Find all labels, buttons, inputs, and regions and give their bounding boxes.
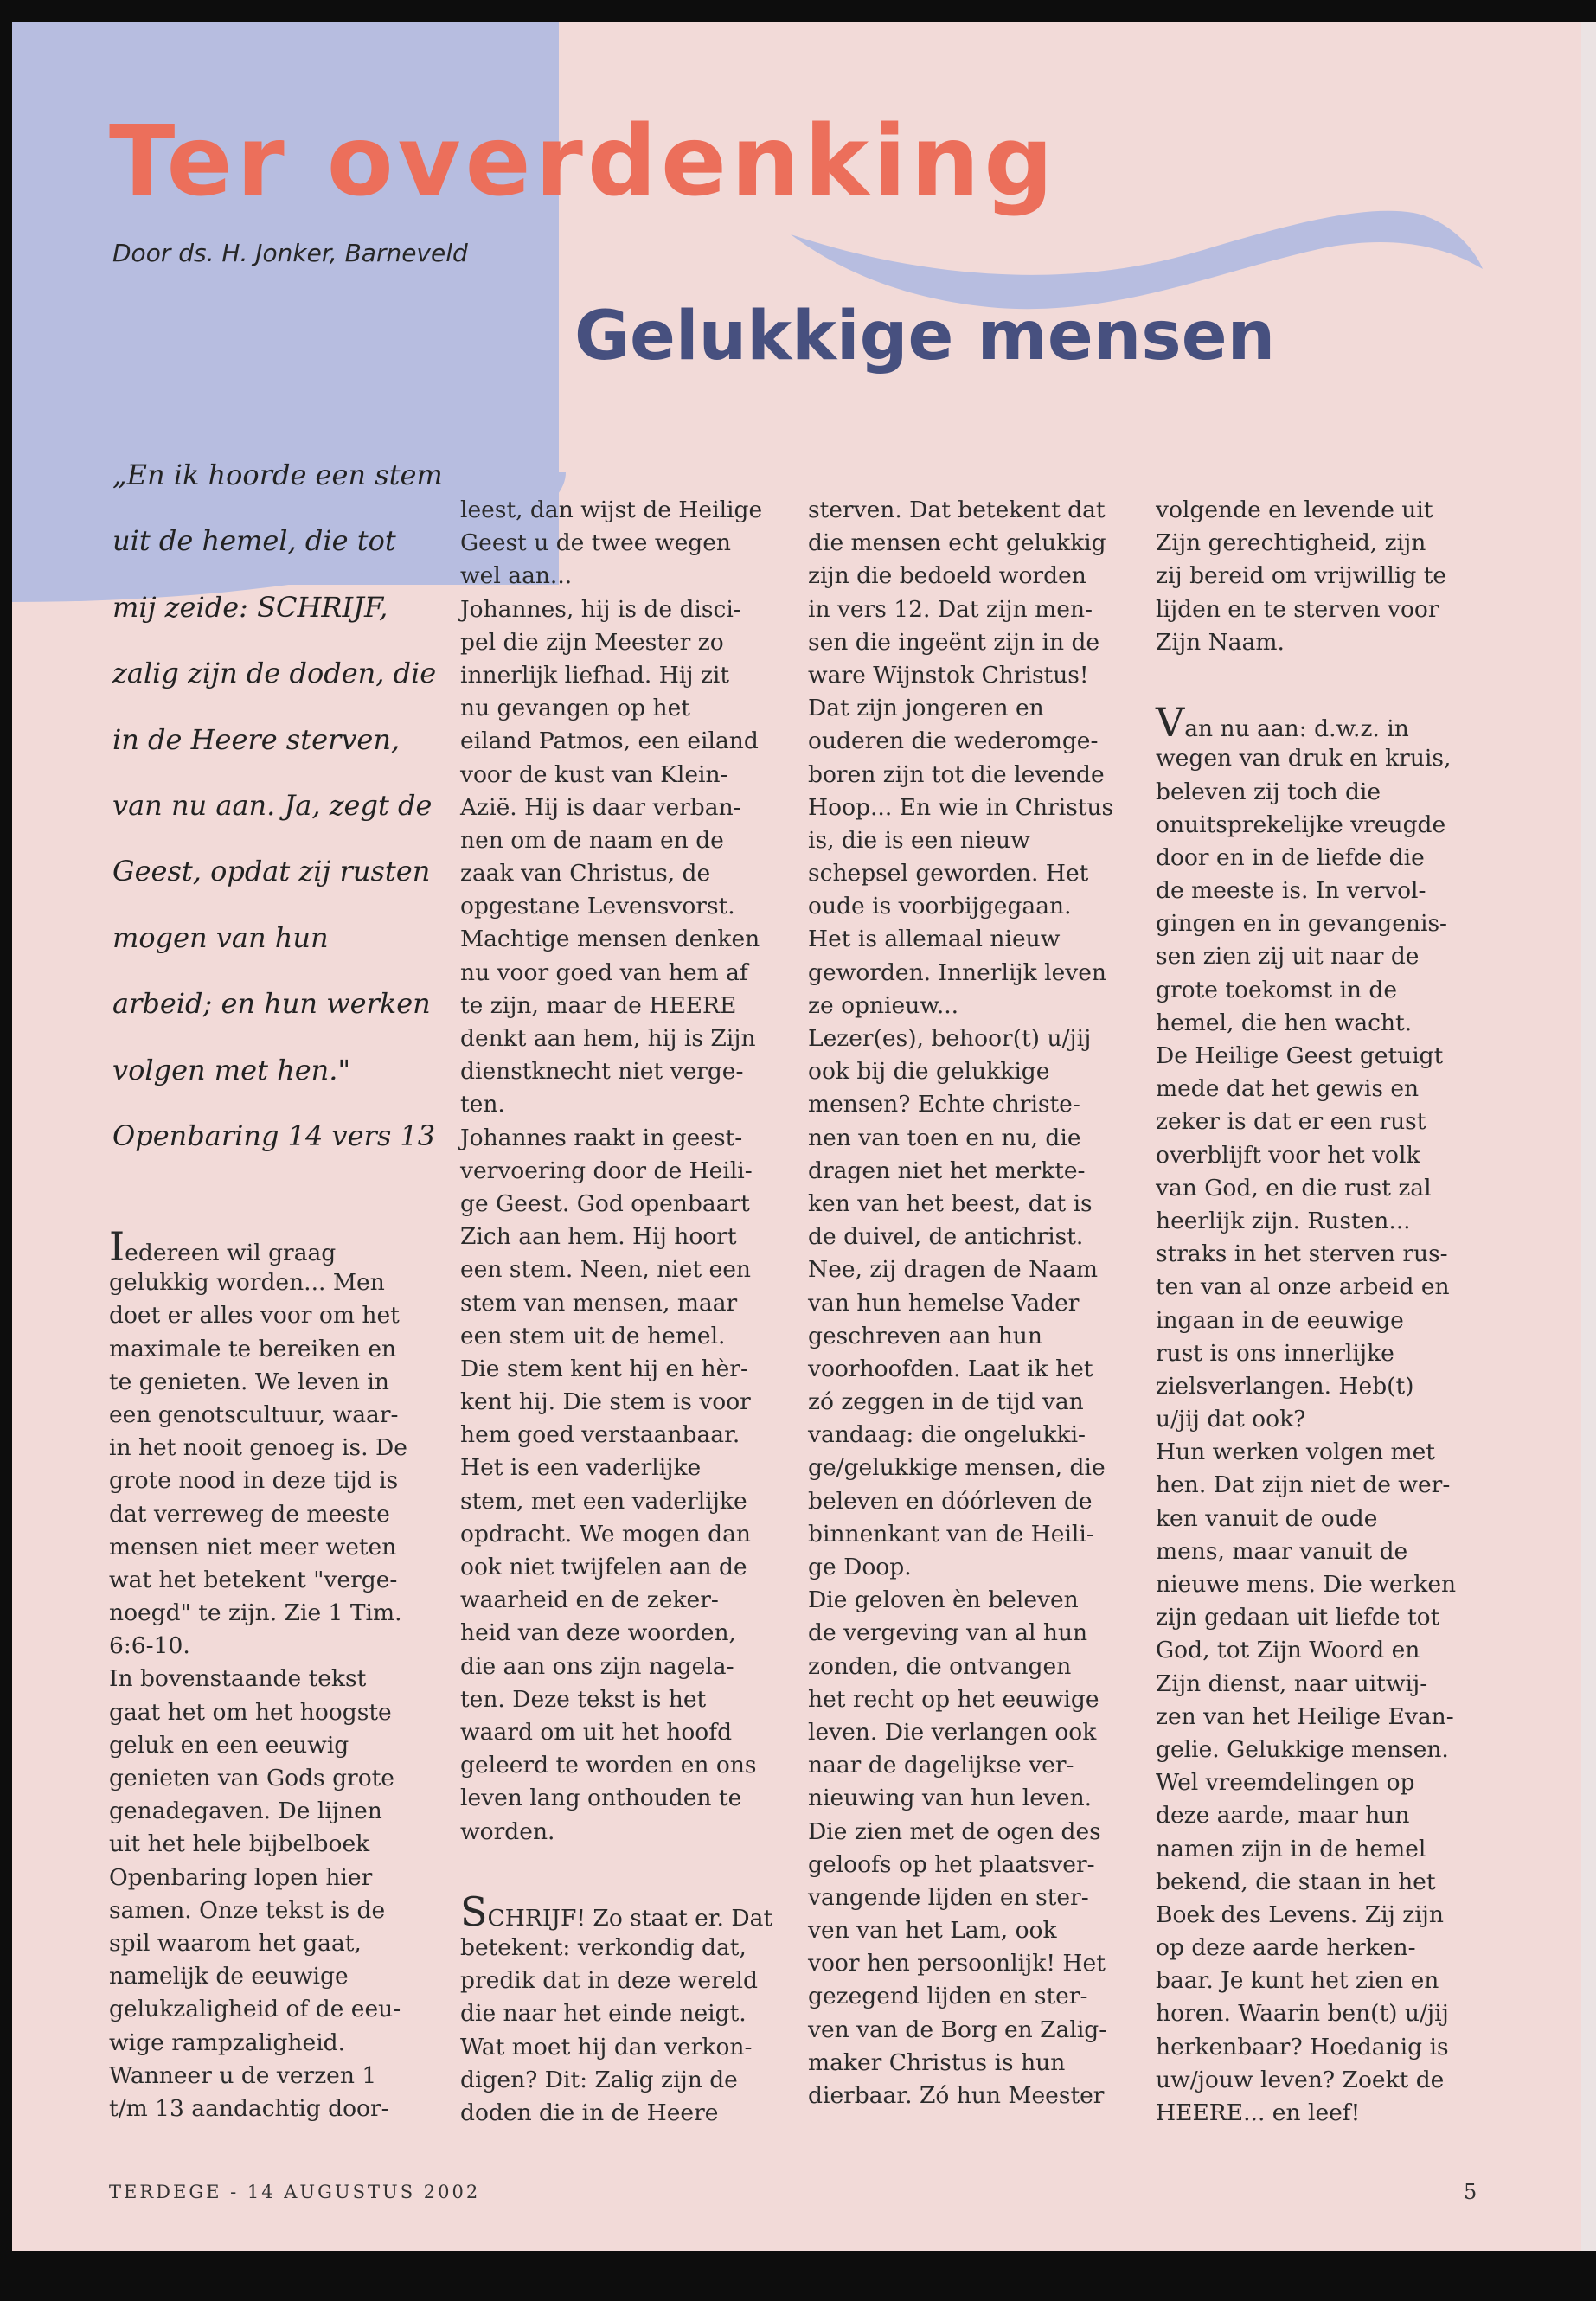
- text-line: Zijn Naam.: [1156, 628, 1285, 656]
- text-line: Nee, zij dragen de Naam: [808, 1256, 1099, 1284]
- text-line: worden.: [460, 1817, 555, 1845]
- text-line: noegd" te zijn. Zie 1 Tim.: [109, 1599, 402, 1627]
- text-line: uw/jouw leven? Zoekt de: [1156, 2066, 1445, 2093]
- text-line: doden die in de Heere: [460, 2099, 719, 2126]
- text-line: ken van het beest, dat is: [808, 1189, 1093, 1217]
- text-line: beleven en dóórleven de: [808, 1487, 1093, 1515]
- text-line: nieuwing van hun leven.: [808, 1785, 1093, 1812]
- text-line: [109, 1223, 431, 1270]
- quote-line: arbeid; en hun werken: [112, 987, 431, 1021]
- text-line: namen zijn in de hemel: [1156, 1835, 1426, 1862]
- text-line: genadegaven. De lijnen: [109, 1798, 382, 1825]
- text-line: straks in het sterven rus-: [1156, 1240, 1448, 1268]
- text-line: volgende en levende uit: [1156, 497, 1433, 523]
- text-line: genieten van Gods grote: [109, 1765, 394, 1791]
- text-line: Wanneer u de verzen 1: [109, 2061, 377, 2089]
- text-line: denkt aan hem, hij is Zijn: [460, 1025, 756, 1052]
- text-line: de duivel, de antichrist.: [808, 1223, 1084, 1251]
- text-line: geluk en een eeuwig: [109, 1731, 349, 1759]
- text-line: predik dat in deze wereld: [460, 1967, 758, 1995]
- scan-border-right: [1581, 22, 1596, 2251]
- text-line: In bovenstaande tekst: [109, 1665, 367, 1693]
- text-column-4: [1156, 494, 1477, 2130]
- text-line: ingaan in de eeuwige: [1156, 1306, 1404, 1334]
- text-line: Hun werken volgen met: [1156, 1439, 1435, 1466]
- text-line: geworden. Innerlijk leven: [808, 958, 1106, 986]
- text-line: Die zien met de ogen des: [808, 1817, 1101, 1845]
- quote-line: mij zeide: SCHRIJF,: [112, 590, 388, 624]
- scripture-quote: [112, 442, 458, 1169]
- text-line: in het nooit genoeg is. De: [109, 1434, 407, 1462]
- text-line: maximale te bereiken en: [109, 1335, 397, 1362]
- text-line: mensen? Echte christe-: [808, 1091, 1080, 1118]
- text-line: eiland Patmos, een eiland: [460, 727, 759, 755]
- text-line: in vers 12. Dat zijn men-: [808, 595, 1093, 623]
- text-line: grote nood in deze tijd is: [109, 1467, 399, 1495]
- text-line: opdracht. We mogen dan: [460, 1520, 751, 1548]
- text-line: sterven. Dat betekent dat: [808, 497, 1106, 523]
- text-line: ge Doop.: [808, 1554, 912, 1580]
- text-line: rust is ons innerlijke: [1156, 1339, 1394, 1367]
- text-line: grote toekomst in de: [1156, 976, 1398, 1003]
- text-line: leven. Die verlangen ook: [808, 1718, 1097, 1746]
- text-line: stem van mensen, maar: [460, 1289, 738, 1317]
- text-line: overblijft voor het volk: [1156, 1141, 1420, 1169]
- text-line: digen? Dit: Zalig zijn de: [460, 2066, 738, 2093]
- text-column-1: [109, 1216, 431, 2125]
- quote-line: zalig zijn de doden, die: [112, 657, 437, 690]
- text-line: Wel vreemdelingen op: [1156, 1769, 1415, 1797]
- text-line: spil waarom het gaat,: [109, 1929, 362, 1957]
- text-line: op deze aarde herken-: [1156, 1934, 1416, 1962]
- text-line: Hoop... En wie in Christus: [808, 793, 1114, 821]
- text-line: van hun hemelse Vader: [808, 1289, 1080, 1317]
- quote-line: mogen van hun: [112, 920, 329, 954]
- text-line: ouderen die wederomge-: [808, 727, 1099, 755]
- magazine-page: [12, 22, 1581, 2251]
- text-line: ze opnieuw...: [808, 991, 959, 1019]
- text-line: [460, 1888, 782, 1935]
- scan-border-bottom: [0, 2251, 1596, 2301]
- text-line: mens, maar vanuit de: [1156, 1537, 1408, 1565]
- text-line: kent hij. Die stem is voor: [460, 1388, 751, 1416]
- text-line: gelie. Gelukkige mensen.: [1156, 1735, 1449, 1763]
- text-line: zijn gedaan uit liefde tot: [1156, 1604, 1440, 1631]
- quote-line: „En ik hoorde een stem: [112, 458, 443, 491]
- drop-cap: I: [109, 1223, 125, 1270]
- text-line: zijn die bedoeld worden: [808, 562, 1086, 590]
- text-line: wel aan...: [460, 562, 573, 590]
- text-line: voor de kust van Klein-: [460, 760, 728, 788]
- text-line: dienstknecht niet verge-: [460, 1058, 744, 1086]
- text-line: ware Wijnstok Christus!: [808, 661, 1089, 689]
- text-line: hemel, die hen wacht.: [1156, 1009, 1413, 1036]
- text-line: ten. Deze tekst is het: [460, 1685, 707, 1713]
- text-line: zaak van Christus, de: [460, 860, 711, 888]
- text-line: dierbaar. Zó hun Meester: [808, 2082, 1105, 2109]
- quote-line: Openbaring 14 vers 13: [112, 1119, 436, 1153]
- text-line: Machtige mensen denken: [460, 926, 760, 953]
- text-line: ook bij die gelukkige: [808, 1058, 1050, 1086]
- text-line: ge Geest. God openbaart: [460, 1189, 750, 1217]
- text-line: schepsel geworden. Het: [808, 860, 1089, 888]
- text-line: maker Christus is hun: [808, 2048, 1066, 2076]
- text-line: gezegend lijden en ster-: [808, 1983, 1088, 2010]
- text-line: lijden en te sterven voor: [1156, 595, 1439, 623]
- text-line: de meeste is. In vervol-: [1156, 877, 1426, 905]
- text-line: die mensen echt gelukkig: [808, 529, 1106, 557]
- text-line: opgestane Levensvorst.: [460, 893, 735, 920]
- text-line-rest: edereen wil graag: [125, 1240, 337, 1266]
- quote-line: Geest, opdat zij rusten: [112, 855, 431, 888]
- text-line: Geest u de twee wegen: [460, 529, 731, 557]
- text-line: Wat moet hij dan verkon-: [460, 2033, 753, 2061]
- text-line: u/jij dat ook?: [1156, 1406, 1306, 1433]
- paragraph-gap: [1156, 659, 1477, 692]
- text-line: zó zeggen in de tijd van: [808, 1388, 1084, 1416]
- text-line-rest: an nu aan: d.w.z. in: [1184, 715, 1409, 743]
- text-line: leven lang onthouden te: [460, 1785, 742, 1812]
- text-line: onuitsprekelijke vreugde: [1156, 811, 1446, 838]
- author-byline: Door ds. H. Jonker, Barneveld: [112, 239, 468, 267]
- text-line: [1156, 699, 1477, 747]
- text-line: zeker is dat er een rust: [1156, 1108, 1426, 1136]
- text-line: voor hen persoonlijk! Het: [808, 1950, 1106, 1977]
- text-line: gelukzaligheid of de eeu-: [109, 1996, 401, 2023]
- text-line: waard om uit het hoofd: [460, 1718, 733, 1746]
- text-line: namelijk de eeuwige: [109, 1963, 349, 1990]
- text-line: door en in de liefde die: [1156, 843, 1425, 871]
- text-line: waarheid en de zeker-: [460, 1586, 719, 1614]
- text-line: oude is voorbijgegaan.: [808, 893, 1072, 920]
- text-line: ge/gelukkige mensen, die: [808, 1454, 1106, 1482]
- text-line: hem goed verstaanbaar.: [460, 1421, 740, 1449]
- text-line: Johannes, hij is de disci-: [460, 595, 741, 623]
- text-line: De Heilige Geest getuigt: [1156, 1042, 1444, 1069]
- text-line: Zich aan hem. Hij hoort: [460, 1223, 737, 1251]
- text-line: heerlijk zijn. Rusten...: [1156, 1207, 1411, 1234]
- text-line: ten.: [460, 1091, 505, 1118]
- text-line: Het is een vaderlijke: [460, 1454, 702, 1482]
- text-line: nen van toen en nu, die: [808, 1124, 1081, 1151]
- text-line: vervoering door de Heili-: [460, 1157, 753, 1184]
- text-line: zonden, die ontvangen: [808, 1652, 1072, 1680]
- text-line: ken vanuit de oude: [1156, 1504, 1378, 1532]
- text-line: pel die zijn Meester zo: [460, 628, 724, 656]
- text-line: het recht op het eeuwige: [808, 1685, 1099, 1713]
- text-line: betekent: verkondig dat,: [460, 1934, 747, 1962]
- page-title: Ter overdenking: [109, 106, 1058, 218]
- text-line: de vergeving van al hun: [808, 1619, 1088, 1647]
- text-line: een stem. Neen, niet een: [460, 1256, 751, 1284]
- text-line: uit het hele bijbelboek: [109, 1830, 370, 1858]
- text-line: gelukkig worden... Men: [109, 1269, 385, 1297]
- text-line: die aan ons zijn nagela-: [460, 1652, 734, 1680]
- text-line: Openbaring lopen hier: [109, 1863, 373, 1891]
- text-line: is, die is een nieuw: [808, 826, 1030, 854]
- text-line: innerlijk liefhad. Hij zit: [460, 661, 730, 689]
- text-line: ook niet twijfelen aan de: [460, 1554, 747, 1580]
- text-line: stem, met een vaderlijke: [460, 1487, 747, 1515]
- text-line: ven van het Lam, ook: [808, 1917, 1057, 1945]
- text-line: t/m 13 aandachtig door-: [109, 2094, 389, 2122]
- text-line: vangende lijden en ster-: [808, 1883, 1089, 1911]
- text-line: nieuwe mens. Die werken: [1156, 1571, 1457, 1598]
- text-line: mede dat het gewis en: [1156, 1075, 1420, 1103]
- text-line: Die stem kent hij en hèr-: [460, 1355, 748, 1382]
- text-line: sen die ingeënt zijn in de: [808, 628, 1100, 656]
- text-line-rest: CHRIJF! Zo staat er. Dat: [487, 1904, 773, 1932]
- drop-cap: V: [1156, 699, 1185, 747]
- text-line: bekend, die staan in het: [1156, 1868, 1436, 1895]
- drop-cap: S: [460, 1888, 488, 1935]
- quote-line: volgen met hen.": [112, 1053, 351, 1086]
- text-line: hen. Dat zijn niet de wer-: [1156, 1471, 1451, 1499]
- text-line: Boek des Levens. Zij zijn: [1156, 1900, 1444, 1928]
- scan-border-top: [0, 0, 1596, 22]
- text-line: God, tot Zijn Woord en: [1156, 1637, 1420, 1664]
- text-line: samen. Onze tekst is de: [109, 1896, 386, 1924]
- text-line: een genotscultuur, waar-: [109, 1400, 399, 1428]
- paragraph-gap: [460, 1849, 782, 1881]
- text-line: Zijn dienst, naar uitwij-: [1156, 1670, 1428, 1697]
- text-line: dat verreweg de meeste: [109, 1500, 390, 1528]
- text-line: voorhoofden. Laat ik het: [808, 1355, 1093, 1382]
- text-line: HEERE... en leef!: [1156, 2099, 1361, 2126]
- text-line: vandaag: die ongelukki-: [808, 1421, 1086, 1449]
- text-line: Azië. Hij is daar verban-: [460, 793, 741, 821]
- text-line: Het is allemaal nieuw: [808, 926, 1061, 953]
- text-line: 6:6-10.: [109, 1632, 190, 1660]
- text-line: heid van deze woorden,: [460, 1619, 736, 1647]
- footer-publication: TERDEGE - 14 AUGUSTUS 2002: [109, 2182, 481, 2202]
- text-line: baar. Je kunt het zien en: [1156, 1967, 1439, 1995]
- text-line: ten van al onze arbeid en: [1156, 1273, 1450, 1301]
- scan-border-left: [0, 0, 12, 2301]
- text-line: dragen niet het merkte-: [808, 1157, 1086, 1184]
- text-line: geloofs op het plaatsver-: [808, 1850, 1095, 1878]
- text-line: doet er alles voor om het: [109, 1302, 400, 1330]
- quote-line: uit de hemel, die tot: [112, 524, 396, 558]
- text-line: sen zien zij uit naar de: [1156, 943, 1420, 971]
- text-column-2: [460, 494, 782, 2130]
- text-line: zen van het Heilige Evan-: [1156, 1702, 1454, 1730]
- quote-line: in de Heere sterven,: [112, 722, 401, 756]
- text-column-3: [808, 494, 1130, 2112]
- text-line: Johannes raakt in geest-: [460, 1124, 743, 1151]
- text-line: wat het betekent "verge-: [109, 1566, 398, 1593]
- text-line: horen. Waarin ben(t) u/jij: [1156, 2000, 1449, 2028]
- text-line: die naar het einde neigt.: [460, 2000, 747, 2028]
- text-line: mensen niet meer weten: [109, 1533, 397, 1561]
- text-line: leest, dan wijst de Heilige: [460, 497, 763, 523]
- text-line: naar de dagelijkse ver-: [808, 1752, 1074, 1779]
- text-line: geleerd te worden en ons: [460, 1752, 757, 1779]
- text-line: zielsverlangen. Heb(t): [1156, 1372, 1414, 1400]
- text-line: een stem uit de hemel.: [460, 1322, 726, 1349]
- text-line: herkenbaar? Hoedanig is: [1156, 2033, 1449, 2061]
- text-line: ven van de Borg en Zalig-: [808, 2016, 1107, 2043]
- text-line: gingen en in gevangenis-: [1156, 910, 1448, 938]
- text-line: wegen van druk en kruis,: [1156, 745, 1452, 772]
- text-line: Dat zijn jongeren en: [808, 695, 1044, 722]
- text-line: geschreven aan hun: [808, 1322, 1042, 1349]
- text-line: te genieten. We leven in: [109, 1368, 389, 1395]
- text-line: nu voor goed van hem af: [460, 958, 748, 986]
- text-line: beleven zij toch die: [1156, 778, 1381, 805]
- text-line: deze aarde, maar hun: [1156, 1802, 1410, 1830]
- text-line: gaat het om het hoogste: [109, 1698, 392, 1726]
- text-line: binnenkant van de Heili-: [808, 1520, 1094, 1548]
- text-line: Die geloven èn beleven: [808, 1586, 1079, 1614]
- text-line: van God, en die rust zal: [1156, 1174, 1432, 1202]
- text-line: Lezer(es), behoor(t) u/jij: [808, 1025, 1092, 1052]
- text-line: nu gevangen op het: [460, 695, 690, 722]
- text-line: Zijn gerechtigheid, zijn: [1156, 529, 1426, 557]
- text-line: nen om de naam en de: [460, 826, 724, 854]
- article-subtitle: Gelukkige mensen: [574, 298, 1276, 375]
- page-number: 5: [1464, 2180, 1477, 2204]
- text-line: te zijn, maar de HEERE: [460, 991, 737, 1019]
- text-line: wige rampzaligheid.: [109, 2029, 346, 2056]
- quote-line: van nu aan. Ja, zegt de: [112, 789, 433, 823]
- text-line: boren zijn tot die levende: [808, 760, 1105, 788]
- text-line: zij bereid om vrijwillig te: [1156, 562, 1447, 590]
